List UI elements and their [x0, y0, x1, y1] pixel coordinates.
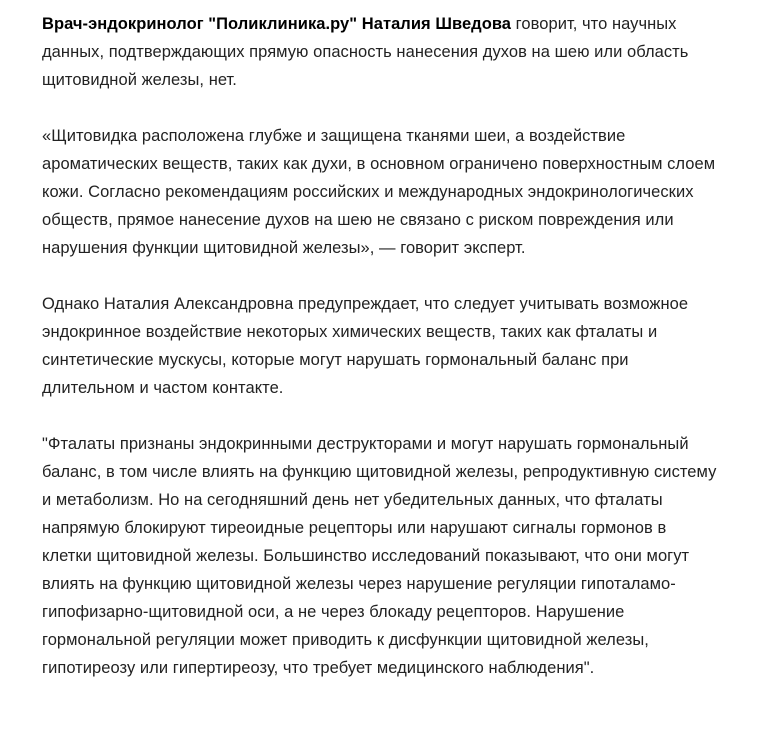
- paragraph-quote-2: "Фталаты признаны эндокринными деструкторами и могут нарушать гормональный баланс, в том числе влиять на функцию щитовидной железы, репродуктивную систему и метаболизм. Но на сегодняшний день нет убедительных данных, что фталаты напрямую блокируют тиреоидные рецепторы или нарушают сигналы гормонов в клетки щитовидной железы. Большинство исследований показывают, что они могут влиять на функцию щитовидной железы через нарушение регуляции гипоталамо-гипофизарно-щитовидной оси, а не через блокаду рецепторов. Нарушение гормональной регуляции может приводить к дисфункции щитовидной железы, гипотиреозу или гипертиреозу, что требует медицинского наблюдения".: [42, 435, 717, 677]
- paragraph-quote-1: «Щитовидка расположена глубже и защищена тканями шеи, а воздействие ароматических веществ, таких как духи, в основном ограничено поверхностным слоем кожи. Согласно рекомендациям российских и международных эндокринологических обществ, прямое нанесение духов на шею не связано с риском повреждения или нарушения функции щитовидной железы», — говорит эксперт.: [42, 127, 716, 257]
- paragraph-lead-text: говорит, что научных данных, подтверждающих прямую опасность нанесения духов на шею или область щитовидной железы, нет.: [42, 15, 689, 89]
- paragraph-warning: Однако Наталия Александровна предупреждает, что следует учитывать возможное эндокринное воздействие некоторых химических веществ, таких как фталаты и синтетические мускусы, которые могут нарушать гормональный баланс при длительном и частом контакте.: [42, 295, 689, 397]
- expert-name: Врач-эндокринолог "Поликлиника.ру" Наталия Шведова: [42, 15, 512, 33]
- paragraph-lead: [42, 10, 718, 94]
